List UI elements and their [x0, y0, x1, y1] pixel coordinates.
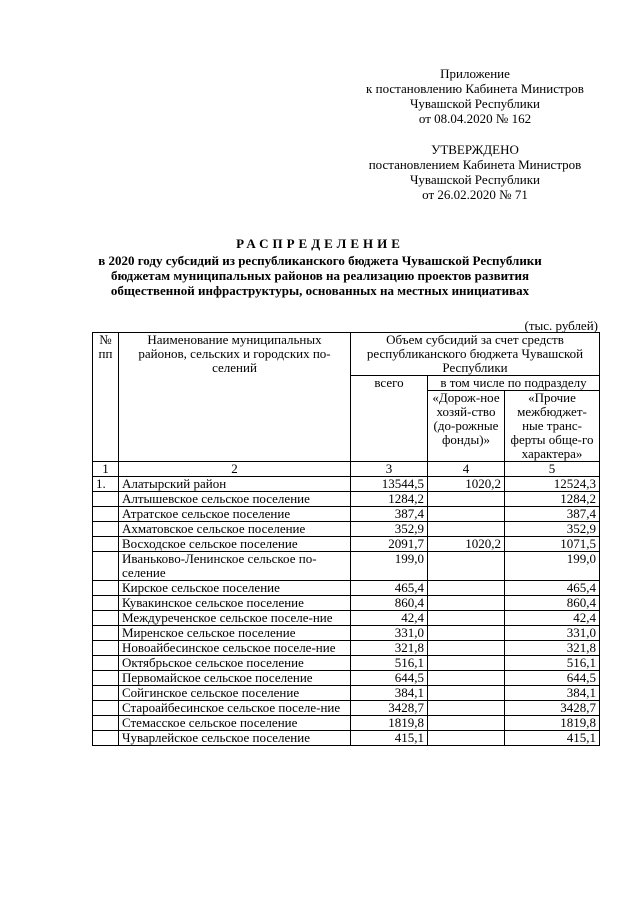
appendix-line-1: Приложение	[440, 66, 510, 81]
row-other-cell: 516,1	[505, 656, 600, 671]
row-number-cell	[93, 716, 119, 731]
row-total-cell: 199,0	[351, 552, 428, 581]
row-total-cell: 415,1	[351, 731, 428, 746]
row-roads-cell: 1020,2	[428, 537, 505, 552]
row-roads-cell	[428, 581, 505, 596]
header-incl: в том числе по подразделу	[428, 376, 600, 391]
row-roads-cell	[428, 656, 505, 671]
row-name-cell: Чуварлейское сельское поселение	[119, 731, 351, 746]
row-number-cell	[93, 492, 119, 507]
row-other-cell: 352,9	[505, 522, 600, 537]
row-total-cell: 387,4	[351, 507, 428, 522]
row-total-cell: 516,1	[351, 656, 428, 671]
row-total-cell: 1284,2	[351, 492, 428, 507]
appendix-line-3: Чувашской Республики	[409, 96, 541, 111]
row-roads-cell	[428, 686, 505, 701]
row-other-cell: 644,5	[505, 671, 600, 686]
row-roads-cell	[428, 626, 505, 641]
row-other-cell: 42,4	[505, 611, 600, 626]
col-number-3: 3	[351, 462, 428, 477]
table-row	[93, 686, 600, 701]
row-name-cell: Староайбесинское сельское поселе-ние	[119, 701, 351, 716]
row-number-cell	[93, 611, 119, 626]
header-volume: Объем субсидий за счет средств республиканского бюджета Чувашской Республики	[351, 333, 600, 376]
table-row	[93, 477, 600, 492]
row-roads-cell	[428, 731, 505, 746]
row-other-cell: 1284,2	[505, 492, 600, 507]
table-row	[93, 701, 600, 716]
row-number-cell	[93, 537, 119, 552]
row-other-cell: 331,0	[505, 626, 600, 641]
row-name-cell: Междуреченское сельское поселе-ние	[119, 611, 351, 626]
appendix-block	[340, 66, 610, 126]
row-name-cell: Атратское сельское поселение	[119, 507, 351, 522]
document-title	[90, 236, 550, 298]
row-number-cell	[93, 596, 119, 611]
appendix-line-2: к постановлению Кабинета Министров	[366, 81, 584, 96]
row-total-cell: 465,4	[351, 581, 428, 596]
row-roads-cell	[428, 716, 505, 731]
row-roads-cell	[428, 552, 505, 581]
col-number-5: 5	[505, 462, 600, 477]
row-name-cell: Алтышевское сельское поселение	[119, 492, 351, 507]
row-roads-cell	[428, 701, 505, 716]
title-line-2: бюджетам муниципальных районов на реализацию проектов развития	[110, 268, 530, 283]
table-row	[93, 716, 600, 731]
table-row	[93, 671, 600, 686]
appendix-line-4: от 08.04.2020 № 162	[418, 111, 532, 126]
header-name: Наименование муниципальных районов, сельских и городских по-селений	[119, 333, 351, 462]
row-name-cell: Первомайское сельское поселение	[119, 671, 351, 686]
approved-block	[340, 142, 610, 202]
table-row	[93, 641, 600, 656]
col-number-2: 2	[119, 462, 351, 477]
row-other-cell: 387,4	[505, 507, 600, 522]
approved-line-4: от 26.02.2020 № 71	[422, 187, 528, 202]
row-total-cell: 1819,8	[351, 716, 428, 731]
row-other-cell: 3428,7	[505, 701, 600, 716]
row-name-cell: Стемасское сельское поселение	[119, 716, 351, 731]
table-row	[93, 596, 600, 611]
col-number-1: 1	[93, 462, 119, 477]
title-line-1: в 2020 году субсидий из республиканского бюджета Чувашской Республики	[98, 253, 542, 268]
header-roads: «Дорож-ное хозяй-ство (до-рожные фонды)»	[428, 391, 505, 462]
row-number-cell	[93, 731, 119, 746]
row-total-cell: 321,8	[351, 641, 428, 656]
row-total-cell: 352,9	[351, 522, 428, 537]
approved-line-2: постановлением Кабинета Министров	[368, 157, 582, 172]
row-total-cell: 384,1	[351, 686, 428, 701]
row-number-cell	[93, 626, 119, 641]
row-other-cell: 199,0	[505, 552, 600, 581]
row-number-cell	[93, 656, 119, 671]
approved-line-1: УТВЕРЖДЕНО	[431, 142, 519, 157]
row-name-cell: Миренское сельское поселение	[119, 626, 351, 641]
row-roads-cell	[428, 507, 505, 522]
table-row	[93, 611, 600, 626]
row-other-cell: 860,4	[505, 596, 600, 611]
row-total-cell: 3428,7	[351, 701, 428, 716]
table-row	[93, 507, 600, 522]
row-name-cell: Кувакинское сельское поселение	[119, 596, 351, 611]
header-num: № пп	[93, 333, 119, 462]
row-other-cell: 384,1	[505, 686, 600, 701]
title-heading: РАСПРЕДЕЛЕНИЕ	[236, 236, 404, 251]
row-number-cell	[93, 701, 119, 716]
table-body	[93, 477, 600, 746]
row-number-cell: 1.	[93, 477, 119, 492]
table-row	[93, 492, 600, 507]
row-name-cell: Октябрьское сельское поселение	[119, 656, 351, 671]
row-other-cell: 415,1	[505, 731, 600, 746]
row-total-cell: 860,4	[351, 596, 428, 611]
row-roads-cell	[428, 522, 505, 537]
header-other: «Прочие межбюджет-ные транс-ферты обще-го характера»	[505, 391, 600, 462]
row-other-cell: 12524,3	[505, 477, 600, 492]
row-roads-cell: 1020,2	[428, 477, 505, 492]
table-row	[93, 537, 600, 552]
row-roads-cell	[428, 671, 505, 686]
row-total-cell: 13544,5	[351, 477, 428, 492]
units-label: (тыс. рублей)	[524, 318, 598, 333]
row-number-cell	[93, 671, 119, 686]
row-other-cell: 1071,5	[505, 537, 600, 552]
row-number-cell	[93, 507, 119, 522]
row-other-cell: 465,4	[505, 581, 600, 596]
row-other-cell: 1819,8	[505, 716, 600, 731]
table-row	[93, 731, 600, 746]
header-total: всего	[351, 376, 428, 462]
row-roads-cell	[428, 492, 505, 507]
table-row	[93, 581, 600, 596]
row-number-cell	[93, 686, 119, 701]
col-number-4: 4	[428, 462, 505, 477]
row-other-cell: 321,8	[505, 641, 600, 656]
row-name-cell: Сойгинское сельское поселение	[119, 686, 351, 701]
table-row	[93, 626, 600, 641]
row-name-cell: Восходское сельское поселение	[119, 537, 351, 552]
row-number-cell	[93, 552, 119, 581]
row-name-cell: Иваньково-Ленинское сельское по-селение	[119, 552, 351, 581]
table-row	[93, 656, 600, 671]
row-roads-cell	[428, 611, 505, 626]
row-roads-cell	[428, 596, 505, 611]
table-row	[93, 522, 600, 537]
row-number-cell	[93, 641, 119, 656]
table-row	[93, 552, 600, 581]
row-name-cell: Ахматовское сельское поселение	[119, 522, 351, 537]
row-name-cell: Новоайбесинское сельское поселе-ние	[119, 641, 351, 656]
row-number-cell	[93, 581, 119, 596]
row-total-cell: 331,0	[351, 626, 428, 641]
subsidy-table	[92, 332, 600, 746]
row-roads-cell	[428, 641, 505, 656]
approved-line-3: Чувашской Республики	[409, 172, 541, 187]
row-name-cell: Кирское сельское поселение	[119, 581, 351, 596]
row-number-cell	[93, 522, 119, 537]
row-total-cell: 2091,7	[351, 537, 428, 552]
row-total-cell: 644,5	[351, 671, 428, 686]
title-line-3: общественной инфраструктуры, основанных на местных инициативах	[110, 283, 530, 298]
row-total-cell: 42,4	[351, 611, 428, 626]
row-name-cell: Алатырский район	[119, 477, 351, 492]
